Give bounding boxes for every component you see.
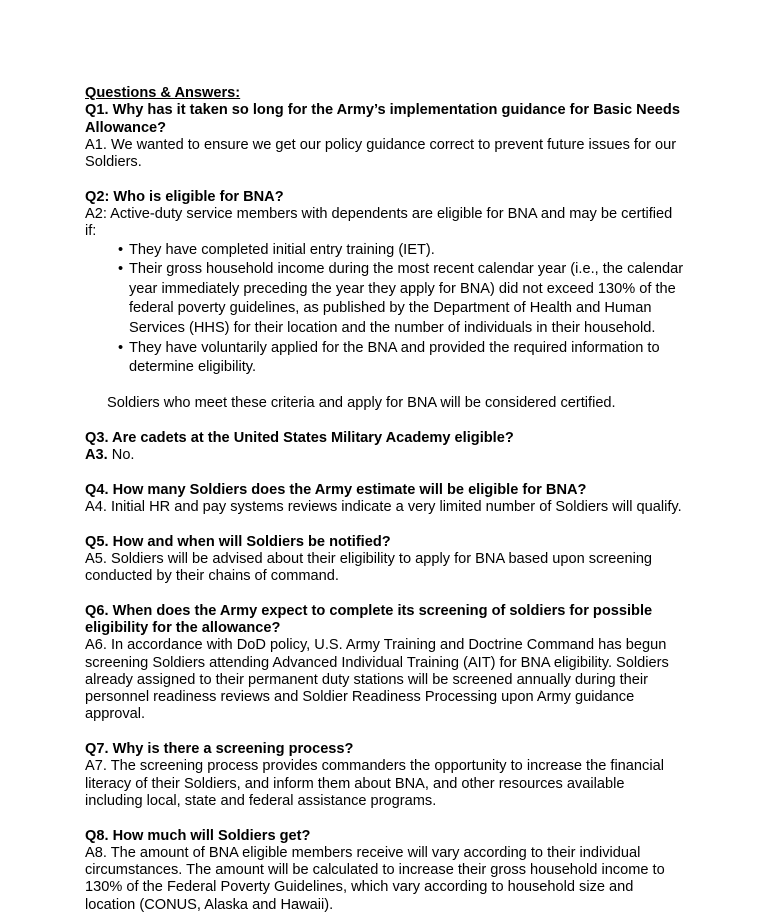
answer-3-label: A3.: [85, 447, 108, 464]
question-6: Q6. When does the Army expect to complete its screening of soldiers for possible eligibility for the allowance?: [85, 602, 653, 636]
answer-1: A1. We wanted to ensure we get our policy guidance correct to prevent future issues for our Soldiers.: [85, 136, 677, 171]
certified-note: Soldiers who meet these criteria and apply for BNA will be considered certified.: [107, 395, 616, 412]
spacer: [85, 464, 685, 481]
list-item-text: They have voluntarily applied for the BNA and provided the required information to determine eligibility.: [129, 339, 660, 376]
question-1: Q1. Why has it taken so long for the Army’s implementation guidance for Basic Needs Allowance?: [85, 102, 680, 136]
spacer: [85, 810, 685, 827]
bullet-marker: •: [118, 339, 124, 356]
bullet-marker: •: [118, 261, 124, 278]
answer-8: A8. The amount of BNA eligible members receive will vary according to their individual circumstances. The amount will be calculated to increase their gross household income to 130% of the Federal Poverty Guidelines, which vary according to household size and location (CONUS, Alaska and Hawaii).: [85, 844, 665, 913]
spacer: [85, 378, 685, 395]
question-7: Q7. Why is there a screening process?: [85, 741, 354, 758]
list-item: [85, 339, 685, 378]
spacer: [85, 724, 685, 741]
spacer: [85, 412, 685, 429]
answer-5: A5. Soldiers will be advised about their eligibility to apply for BNA based upon screening conducted by their chains of command.: [85, 550, 653, 585]
list-item: [85, 260, 685, 338]
question-8: Q8. How much will Soldiers get?: [85, 827, 311, 844]
question-5: Q5. How and when will Soldiers be notified?: [85, 533, 391, 550]
section-heading: Questions & Answers:: [85, 85, 241, 101]
question-4: Q4. How many Soldiers does the Army estimate will be eligible for BNA?: [85, 481, 587, 498]
answer-3: [85, 447, 685, 464]
list-item-text: Their gross household income during the most recent calendar year (i.e., the calendar year immediately preceding the year they apply for BNA) did not exceed 130% of the federal poverty guidelines, as published by the Department of Health and Human Services (HHS) for their location and the number of individuals in their household.: [129, 261, 684, 337]
eligibility-list: [85, 241, 685, 378]
list-item-text: They have completed initial entry training (IET).: [129, 241, 435, 258]
document-page: [85, 85, 685, 914]
answer-2: A2: Active-duty service members with dependents are eligible for BNA and may be certified if:: [85, 206, 673, 240]
spacer: [85, 585, 685, 602]
spacer: [85, 516, 685, 533]
answer-3-text: No.: [107, 447, 135, 464]
list-item: [85, 241, 685, 261]
spacer: [85, 171, 685, 188]
bullet-marker: •: [118, 241, 124, 258]
answer-7: A7. The screening process provides commanders the opportunity to increase the financial literacy of their Soldiers, and inform them about BNA, and other resources available including local, state and federal assistance programs.: [85, 758, 664, 809]
question-2: Q2: Who is eligible for BNA?: [85, 188, 284, 205]
answer-4: A4. Initial HR and pay systems reviews indicate a very limited number of Soldiers will qualify.: [85, 498, 682, 515]
answer-6: A6. In accordance with DoD policy, U.S. Army Training and Doctrine Command has begun screening Soldiers attending Advanced Individual Training (AIT) for BNA eligibility. Soldiers already assigned to their permanent duty stations will be screened annually during their personnel readiness reviews and Soldier Readiness Processing upon Army guidance approval.: [85, 637, 669, 723]
question-3: Q3. Are cadets at the United States Military Academy eligible?: [85, 429, 514, 446]
